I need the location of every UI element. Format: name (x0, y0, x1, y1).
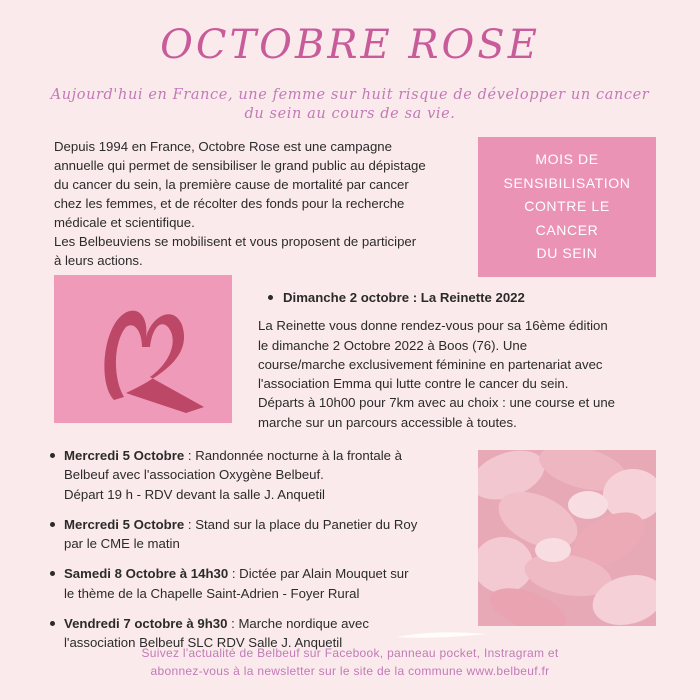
footer (20, 645, 680, 680)
bullet-icon (268, 295, 273, 300)
list-item (50, 446, 470, 504)
awareness-box (478, 137, 656, 277)
event-line: Belbeuf avec l'association Oxygène Belbeuf. (64, 467, 324, 483)
featured-event-heading (268, 288, 658, 307)
intro-paragraph (54, 137, 469, 270)
intro-line: à leurs actions. (54, 253, 143, 268)
featured-event (258, 288, 658, 432)
event-line: le thème de la Chapelle Saint-Adrien - Foyer Rural (64, 585, 360, 601)
page-title: OCTOBRE ROSE (160, 22, 540, 68)
page-subtitle: Aujourd'hui en France, une femme sur huit risque de développer un cancer du sein au cours de sa vie. (50, 87, 650, 122)
brush-stroke-icon (395, 628, 490, 642)
footer-line: Suivez l'actualité de Belbeuf sur Facebook, panneau pocket, Instragram et (141, 646, 559, 660)
bullet-icon (50, 522, 55, 527)
awareness-line: MOIS DE (535, 151, 599, 168)
intro-line: annuelle qui permet de sensibiliser le grand public au dépistage (54, 158, 426, 173)
awareness-line: SENSIBILISATION (503, 174, 631, 191)
intro-line: du cancer du sein, la première cause de mortalité par cancer (54, 177, 409, 192)
intro-line: Depuis 1994 en France, Octobre Rose est une campagne (54, 139, 392, 154)
list-item (50, 564, 470, 603)
awareness-line: CANCER (535, 221, 599, 238)
featured-event-line: course/marche exclusivement féminine en partenariat avec (258, 356, 603, 372)
event-date: Samedi 8 Octobre à 14h30 (64, 566, 229, 582)
event-date: Vendredi 7 octobre à 9h30 (64, 616, 228, 632)
event-line: l'association Belbeuf SLC RDV Salle J. Anquetil (64, 635, 343, 651)
event-text: : Randonnée nocturne à la frontale à (184, 448, 402, 463)
rose-petals-image (478, 450, 656, 626)
featured-event-line: le dimanche 2 Octobre 2022 à Boos (76). Une (258, 337, 528, 353)
event-date: Mercredi 5 Octobre (64, 516, 185, 532)
bullet-icon (50, 621, 55, 626)
featured-event-line: marche sur un parcours accessible à toutes. (258, 414, 517, 430)
event-text: : Marche nordique avec (227, 616, 369, 632)
awareness-line: DU SEIN (536, 245, 598, 262)
list-item (50, 515, 470, 554)
event-line: Départ 19 h - RDV devant la salle J. Anquetil (64, 486, 325, 502)
event-text: : Stand sur la place du Panetier du Roy (184, 516, 418, 532)
pink-ribbon-image (54, 275, 232, 423)
rose-petals-icon (478, 450, 656, 626)
footer-line: abonnez-vous à la newsletter sur le site de la commune www.belbeuf.fr (150, 663, 550, 678)
bullet-icon (50, 453, 55, 458)
event-date: Mercredi 5 Octobre (64, 448, 185, 463)
featured-event-line: Départs à 10h00 pour 7km avec au choix : une course et une (258, 395, 616, 411)
intro-line: chez les femmes, et de récolter des fonds pour la recherche (54, 196, 405, 211)
featured-event-title: Dimanche 2 octobre : La Reinette 2022 (283, 290, 525, 305)
event-line: par le CME le matin (64, 536, 180, 552)
bullet-icon (50, 571, 55, 576)
featured-event-line: l'association Emma qui lutte contre le cancer du sein. (258, 376, 569, 392)
featured-event-line: La Reinette vous donne rendez-vous pour sa 16ème édition (258, 318, 608, 334)
heart-ribbon-icon (54, 275, 232, 423)
intro-line: médicale et scientifique. (54, 215, 195, 230)
awareness-line: CONTRE LE (524, 198, 610, 215)
intro-line: Les Belbeuviens se mobilisent et vous proposent de participer (54, 234, 417, 249)
event-text: : Dictée par Alain Mouquet sur (228, 566, 409, 582)
